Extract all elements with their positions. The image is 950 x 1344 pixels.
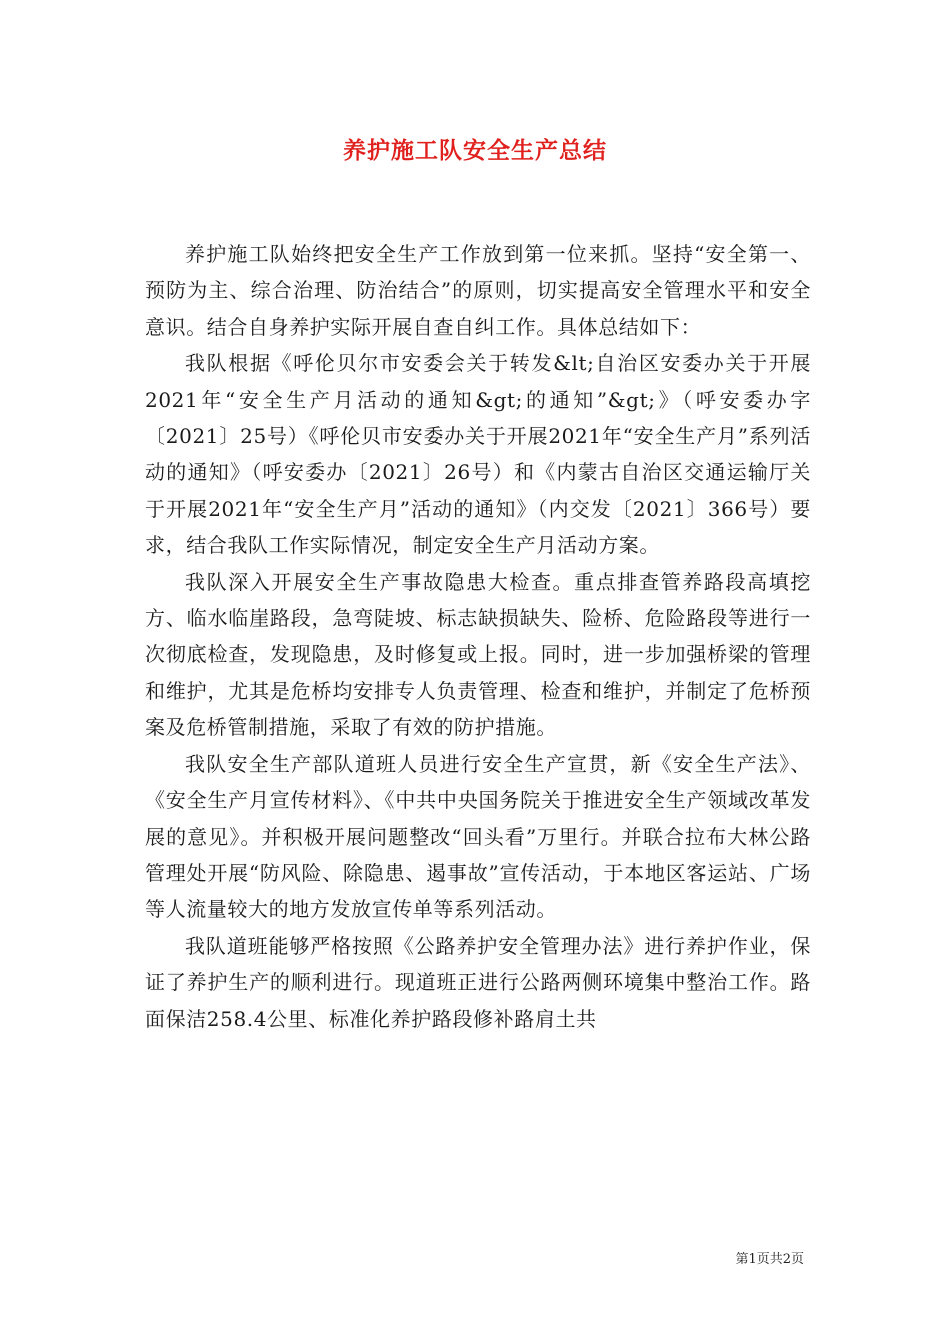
document-title: 养护施工队安全生产总结 (343, 137, 607, 164)
paragraph-intro: 养护施工队始终把安全生产工作放到第一位来抓。坚持“安全第一、预防为主、综合治理、防治结合”的原则，切实提高安全管理水平和安全意识。结合自身养护实际开展自查自纠工作。具体总结如下： (145, 242, 811, 339)
paragraph-maintenance-work: 我队道班能够严格按照《公路养护安全管理办法》进行养护作业，保证了养护生产的顺利进行。现道班正进行公路两侧环境集中整治工作。路面保洁258.4公里、标准化养护路段修补路肩土共 (145, 933, 811, 1031)
paragraph-safety-publicity: 我队安全生产部队道班人员进行安全生产宣贯，新《安全生产法》、《安全生产月宣传材料》、《中共中央国务院关于推进安全生产领域改革发展的意见》。并积极开展问题整改“回头看”万里行。并联合拉布大林公路管理处开展“防风险、除隐患、遏事故”宣传活动，于本地区客运站、广场等人流量较大的地方发放宣传单等系列活动。 (145, 751, 811, 922)
page-number: 第1页共2页 (735, 1252, 804, 1267)
document-body (145, 236, 811, 1037)
paragraph-activity-plan: 我队根据《呼伦贝尔市安委会关于转发&lt;自治区安委办关于开展2021年“安全生产月活动的通知&gt;的通知”&gt;》（呼安委办字〔2021〕25号）《呼伦贝市安委办关于开展2021年“安全生产月”系列活动的通知》（呼安委办〔2021〕26号）和《内蒙古自治区交通运输厅关于开展2021年“安全生产月”活动的通知》（内交发〔2021〕366号）要求，结合我队工作实际情况，制定安全生产月活动方案。 (145, 351, 811, 558)
paragraph-hazard-inspection: 我队深入开展安全生产事故隐患大检查。重点排查管养路段高填挖方、临水临崖路段，急弯陡坡、标志缺损缺失、险桥、危险路段等进行一次彻底检查，发现隐患，及时修复或上报。同时，进一步加强桥梁的管理和维护，尤其是危桥均安排专人负责管理、检查和维护，并制定了危桥预案及危桥管制措施，采取了有效的防护措施。 (145, 569, 811, 740)
